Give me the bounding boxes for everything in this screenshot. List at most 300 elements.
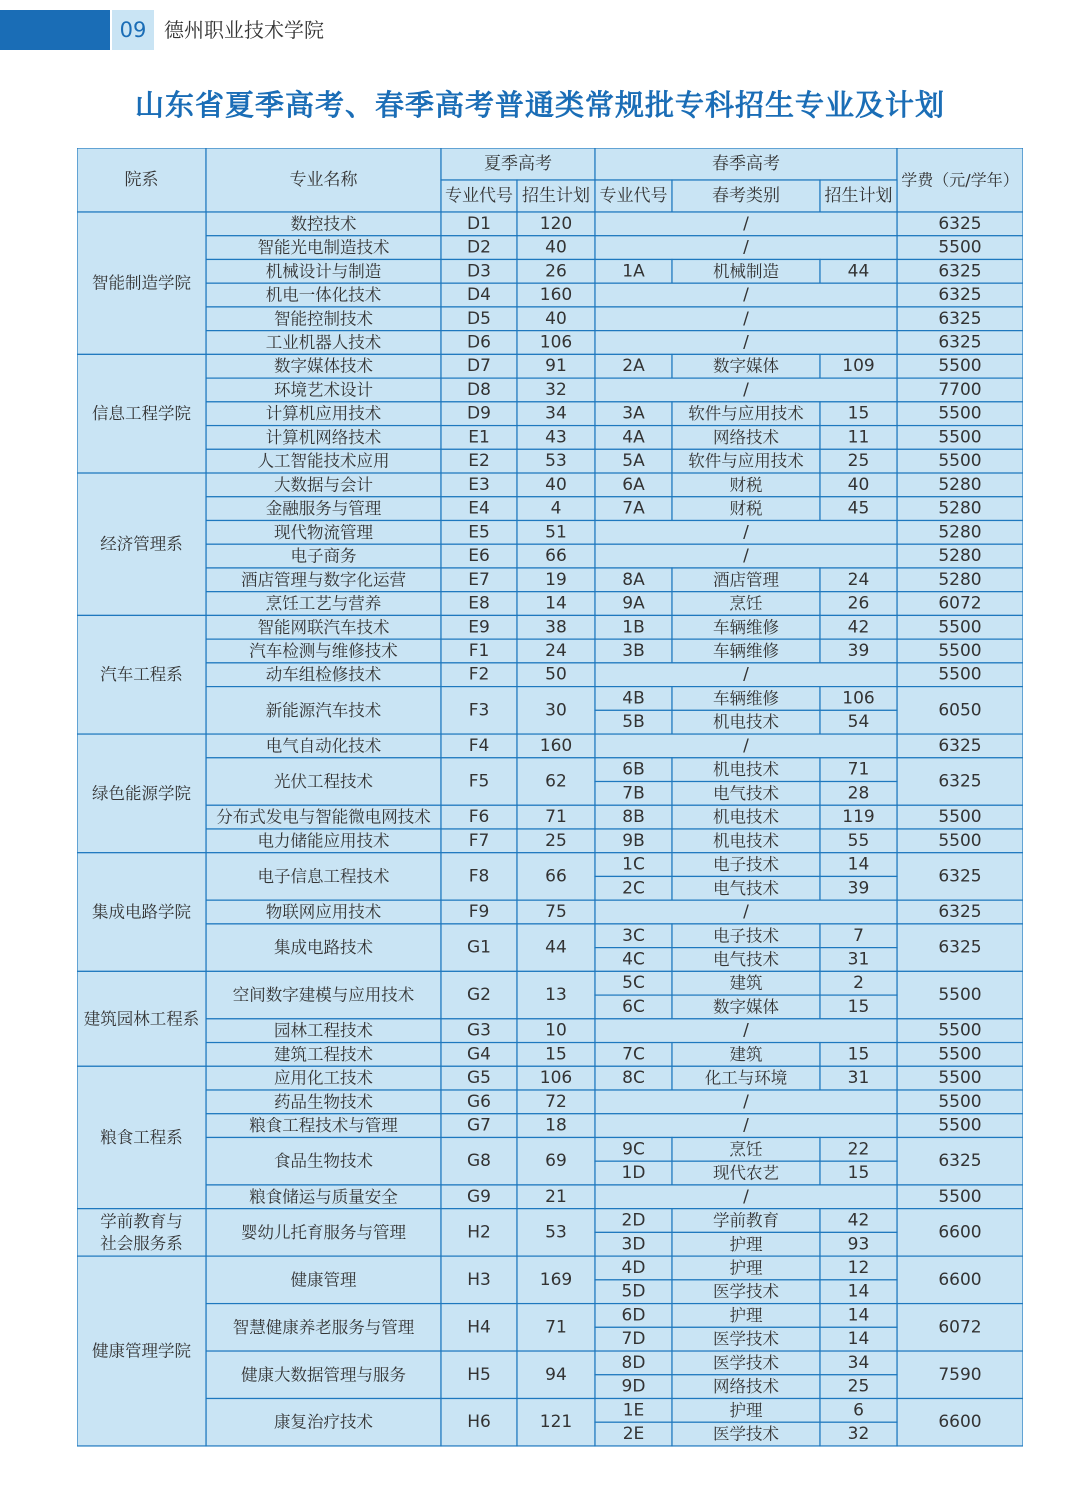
spring-none: / xyxy=(743,285,749,306)
major-name: 计算机网络技术 xyxy=(265,427,382,447)
spring-category: 化工与环境 xyxy=(704,1068,788,1088)
spring-plan: 14 xyxy=(847,1281,870,1302)
tuition-fee: 5500 xyxy=(938,451,982,472)
spring-category: 车辆维修 xyxy=(713,641,779,661)
major-name: 智能光电制造技术 xyxy=(257,238,390,258)
spring-category: 学前教育 xyxy=(713,1211,779,1231)
major-name: 环境艺术设计 xyxy=(274,380,373,400)
tuition-fee: 6600 xyxy=(938,1222,982,1243)
spring-code: 6D xyxy=(621,1305,646,1326)
major-name: 集成电路技术 xyxy=(274,938,373,958)
summer-code: F5 xyxy=(468,771,490,792)
spring-code: 4B xyxy=(622,688,645,709)
spring-code: 1A xyxy=(622,261,645,282)
tuition-fee: 5500 xyxy=(938,1091,982,1112)
spring-code: 2C xyxy=(622,878,645,899)
spring-none: / xyxy=(743,332,749,353)
tuition-fee: 7590 xyxy=(938,1364,982,1385)
summer-plan: 25 xyxy=(545,830,567,851)
summer-code: D7 xyxy=(467,356,491,377)
major-name: 园林工程技术 xyxy=(274,1021,373,1041)
summer-plan: 21 xyxy=(545,1186,567,1207)
major-name: 健康大数据管理与服务 xyxy=(241,1365,406,1385)
summer-plan: 71 xyxy=(545,807,567,828)
summer-code: E2 xyxy=(468,451,490,472)
major-name: 数控技术 xyxy=(290,214,357,234)
spring-none: / xyxy=(743,237,749,258)
summer-code: H3 xyxy=(467,1269,491,1290)
spring-category: 数字媒体 xyxy=(713,997,779,1017)
spring-plan: 24 xyxy=(847,569,870,590)
summer-plan: 66 xyxy=(545,546,567,567)
summer-code: E7 xyxy=(468,569,490,590)
major-name: 食品生物技术 xyxy=(274,1151,373,1171)
department-name: 粮食工程系 xyxy=(100,1127,183,1147)
department-name: 社会服务系 xyxy=(100,1233,183,1253)
major-name: 电力储能应用技术 xyxy=(257,831,390,851)
spring-code: 4C xyxy=(622,949,645,970)
spring-code: 8B xyxy=(622,807,645,828)
spring-plan: 54 xyxy=(847,712,870,733)
spring-plan: 31 xyxy=(847,1068,870,1089)
spring-category: 烹饪 xyxy=(729,594,763,614)
summer-code: E8 xyxy=(468,593,490,614)
department-name: 经济管理系 xyxy=(100,534,183,554)
major-name: 粮食储运与质量安全 xyxy=(249,1187,398,1207)
summer-code: F9 xyxy=(468,902,490,923)
department-name: 建筑园林工程系 xyxy=(83,1009,200,1029)
summer-code: G3 xyxy=(467,1020,491,1041)
summer-code: D6 xyxy=(467,332,491,353)
summer-code: H6 xyxy=(467,1412,491,1433)
spring-category: 烹饪 xyxy=(729,1139,763,1159)
major-name: 机械设计与制造 xyxy=(265,261,382,281)
spring-plan: 25 xyxy=(847,1376,870,1397)
summer-plan: 50 xyxy=(545,664,567,685)
spring-plan: 31 xyxy=(847,949,870,970)
spring-plan: 28 xyxy=(847,783,870,804)
tuition-fee: 5500 xyxy=(938,427,982,448)
summer-code: F4 xyxy=(468,735,490,756)
tuition-fee: 6325 xyxy=(938,213,982,234)
summer-code: G1 xyxy=(467,937,491,958)
major-name: 电子信息工程技术 xyxy=(257,866,390,886)
spring-category: 医学技术 xyxy=(713,1353,779,1373)
major-name: 电气自动化技术 xyxy=(265,736,382,756)
major-name: 光伏工程技术 xyxy=(274,772,373,792)
tuition-fee: 5280 xyxy=(938,569,982,590)
tuition-fee: 6325 xyxy=(938,332,982,353)
summer-code: E5 xyxy=(468,522,490,543)
spring-none: / xyxy=(743,213,749,234)
header-spring-plan: 招生计划 xyxy=(824,186,893,206)
summer-code: G9 xyxy=(467,1186,491,1207)
summer-code: E3 xyxy=(468,474,490,495)
header-department: 院系 xyxy=(124,170,159,190)
summer-code: D8 xyxy=(467,379,491,400)
department-name: 汽车工程系 xyxy=(100,665,183,685)
summer-code: F8 xyxy=(468,866,490,887)
tuition-fee: 7700 xyxy=(938,379,982,400)
summer-code: G6 xyxy=(467,1091,491,1112)
spring-category: 机电技术 xyxy=(713,760,779,780)
department-name: 绿色能源学院 xyxy=(92,783,191,803)
summer-code: D2 xyxy=(467,237,491,258)
spring-plan: 11 xyxy=(847,427,870,448)
spring-plan: 34 xyxy=(847,1352,870,1373)
department-name: 健康管理学院 xyxy=(92,1341,191,1361)
spring-plan: 39 xyxy=(847,641,870,662)
major-name: 健康管理 xyxy=(290,1270,357,1290)
enrollment-table xyxy=(77,148,1023,1449)
spring-plan: 40 xyxy=(847,474,870,495)
spring-code: 4A xyxy=(622,427,645,448)
spring-code: 1C xyxy=(622,854,645,875)
tuition-fee: 5500 xyxy=(938,1186,982,1207)
major-name: 现代物流管理 xyxy=(274,522,373,542)
spring-category: 机械制造 xyxy=(713,261,779,281)
spring-none: / xyxy=(743,735,749,756)
major-name: 智能控制技术 xyxy=(274,309,373,329)
header-tuition: 学费（元/学年） xyxy=(901,170,1019,190)
summer-plan: 40 xyxy=(545,308,567,329)
summer-code: F2 xyxy=(468,664,490,685)
header-summer-plan: 招生计划 xyxy=(522,186,590,206)
tuition-fee: 5500 xyxy=(938,807,982,828)
spring-code: 6B xyxy=(622,759,645,780)
summer-plan: 71 xyxy=(545,1317,567,1338)
summer-plan: 14 xyxy=(545,593,567,614)
summer-code: F3 xyxy=(468,700,490,721)
major-name: 数字媒体技术 xyxy=(274,356,373,376)
spring-plan: 15 xyxy=(847,1044,870,1065)
summer-code: F1 xyxy=(468,641,490,662)
spring-code: 4D xyxy=(621,1257,646,1278)
spring-plan: 39 xyxy=(847,878,870,899)
tuition-fee: 6325 xyxy=(938,866,982,887)
summer-code: H4 xyxy=(467,1317,491,1338)
major-name: 应用化工技术 xyxy=(274,1068,373,1088)
major-name: 空间数字建模与应用技术 xyxy=(232,985,415,1005)
spring-code: 5C xyxy=(622,973,645,994)
spring-code: 5B xyxy=(622,712,645,733)
header-spring-code: 专业代号 xyxy=(599,186,668,206)
spring-plan: 15 xyxy=(847,403,870,424)
spring-code: 3A xyxy=(622,403,645,424)
summer-code: D4 xyxy=(467,285,491,306)
spring-code: 3D xyxy=(621,1234,646,1255)
tuition-fee: 5500 xyxy=(938,237,982,258)
spring-category: 软件与应用技术 xyxy=(688,451,804,471)
tuition-fee: 5500 xyxy=(938,403,982,424)
summer-plan: 34 xyxy=(545,403,567,424)
summer-code: E9 xyxy=(468,617,490,638)
tuition-fee: 5500 xyxy=(938,1068,982,1089)
spring-none: / xyxy=(743,522,749,543)
tuition-fee: 5280 xyxy=(938,474,982,495)
spring-none: / xyxy=(743,1115,749,1136)
summer-plan: 51 xyxy=(545,522,567,543)
summer-code: G5 xyxy=(467,1068,491,1089)
spring-code: 7B xyxy=(622,783,645,804)
summer-code: G4 xyxy=(467,1044,491,1065)
summer-plan: 160 xyxy=(539,735,573,756)
spring-plan: 42 xyxy=(847,617,870,638)
spring-category: 酒店管理 xyxy=(713,570,779,590)
tuition-fee: 6325 xyxy=(938,937,982,958)
spring-category: 护理 xyxy=(729,1234,763,1254)
header-summer: 夏季高考 xyxy=(484,154,552,174)
tuition-fee: 5500 xyxy=(938,1044,982,1065)
spring-category: 医学技术 xyxy=(713,1282,779,1302)
major-name: 计算机应用技术 xyxy=(265,404,382,424)
spring-category: 现代农艺 xyxy=(713,1163,779,1183)
header-summer-code: 专业代号 xyxy=(445,186,513,206)
summer-code: H2 xyxy=(467,1222,491,1243)
spring-plan: 93 xyxy=(847,1234,870,1255)
major-name: 智慧健康养老服务与管理 xyxy=(232,1317,415,1337)
tuition-fee: 6325 xyxy=(938,735,982,756)
summer-plan: 91 xyxy=(545,356,567,377)
tuition-fee: 6325 xyxy=(938,285,982,306)
spring-code: 1B xyxy=(622,617,645,638)
spring-category: 电子技术 xyxy=(713,926,779,946)
summer-plan: 106 xyxy=(539,1068,573,1089)
spring-plan: 14 xyxy=(847,854,870,875)
spring-plan: 2 xyxy=(853,973,864,994)
summer-plan: 121 xyxy=(539,1412,573,1433)
major-name: 人工智能技术应用 xyxy=(257,451,390,471)
enrollment-table-grid xyxy=(77,148,1023,1449)
summer-code: G7 xyxy=(467,1115,491,1136)
summer-plan: 53 xyxy=(545,451,567,472)
summer-plan: 18 xyxy=(545,1115,567,1136)
header-spring: 春季高考 xyxy=(712,154,780,174)
summer-plan: 40 xyxy=(545,474,567,495)
summer-code: G8 xyxy=(467,1151,491,1172)
spring-category: 机电技术 xyxy=(713,807,779,827)
summer-code: F7 xyxy=(468,830,490,851)
spring-none: / xyxy=(743,379,749,400)
major-name: 康复治疗技术 xyxy=(274,1412,373,1432)
spring-plan: 22 xyxy=(847,1139,870,1160)
summer-plan: 4 xyxy=(550,498,562,519)
summer-plan: 38 xyxy=(545,617,567,638)
summer-code: E1 xyxy=(468,427,490,448)
school-name: 德州职业技术学院 xyxy=(164,18,324,42)
summer-plan: 15 xyxy=(545,1044,567,1065)
spring-plan: 15 xyxy=(847,1163,870,1184)
major-name: 酒店管理与数字化运营 xyxy=(241,570,406,590)
summer-code: D3 xyxy=(467,261,491,282)
summer-plan: 43 xyxy=(545,427,567,448)
major-name: 建筑工程技术 xyxy=(274,1044,373,1064)
spring-plan: 44 xyxy=(847,261,870,282)
tuition-fee: 5500 xyxy=(938,617,982,638)
summer-plan: 24 xyxy=(545,641,567,662)
tuition-fee: 6600 xyxy=(938,1269,982,1290)
spring-category: 医学技术 xyxy=(713,1329,779,1349)
spring-category: 电气技术 xyxy=(713,878,779,898)
major-name: 动车组检修技术 xyxy=(265,665,382,685)
summer-code: E4 xyxy=(468,498,490,519)
summer-code: F6 xyxy=(468,807,490,828)
spring-category: 财税 xyxy=(729,475,763,495)
spring-plan: 45 xyxy=(847,498,870,519)
spring-plan: 55 xyxy=(847,830,870,851)
summer-plan: 72 xyxy=(545,1091,567,1112)
spring-none: / xyxy=(743,1186,749,1207)
summer-code: D5 xyxy=(467,308,491,329)
major-name: 智能网联汽车技术 xyxy=(257,617,390,637)
major-name: 新能源汽车技术 xyxy=(265,700,382,720)
spring-plan: 109 xyxy=(842,356,875,377)
spring-plan: 32 xyxy=(847,1424,870,1445)
spring-plan: 12 xyxy=(847,1257,870,1278)
major-name: 烹饪工艺与营养 xyxy=(265,594,382,614)
spring-category: 软件与应用技术 xyxy=(688,404,804,424)
tuition-fee: 5500 xyxy=(938,1115,982,1136)
summer-plan: 44 xyxy=(545,937,567,958)
spring-category: 电气技术 xyxy=(713,949,779,969)
spring-code: 8C xyxy=(622,1068,645,1089)
tuition-fee: 5500 xyxy=(938,356,982,377)
summer-plan: 53 xyxy=(545,1222,567,1243)
summer-code: H5 xyxy=(467,1364,491,1385)
spring-plan: 14 xyxy=(847,1329,870,1350)
spring-code: 3B xyxy=(622,641,645,662)
spring-category: 数字媒体 xyxy=(713,356,779,376)
summer-plan: 169 xyxy=(539,1269,573,1290)
summer-plan: 160 xyxy=(539,285,573,306)
summer-plan: 10 xyxy=(545,1020,567,1041)
header-bar xyxy=(0,10,1080,50)
spring-category: 建筑 xyxy=(729,1044,763,1064)
summer-plan: 26 xyxy=(545,261,567,282)
spring-category: 机电技术 xyxy=(713,831,779,851)
header-spring-category: 春考类别 xyxy=(712,186,780,206)
tuition-fee: 5500 xyxy=(938,1020,982,1041)
spring-code: 6C xyxy=(622,996,645,1017)
major-name: 分布式发电与智能微电网技术 xyxy=(216,807,431,827)
major-name: 电子商务 xyxy=(290,546,357,566)
spring-none: / xyxy=(743,664,749,685)
spring-code: 9B xyxy=(622,830,645,851)
spring-code: 7A xyxy=(622,498,645,519)
summer-plan: 106 xyxy=(539,332,573,353)
major-name: 机电一体化技术 xyxy=(265,285,382,305)
spring-plan: 15 xyxy=(847,996,870,1017)
spring-category: 建筑 xyxy=(729,973,763,993)
spring-category: 护理 xyxy=(729,1400,763,1420)
spring-code: 1D xyxy=(621,1163,646,1184)
tuition-fee: 6325 xyxy=(938,1151,982,1172)
tuition-fee: 6072 xyxy=(938,1317,982,1338)
tuition-fee: 5280 xyxy=(938,546,982,567)
tuition-fee: 6325 xyxy=(938,771,982,792)
summer-plan: 94 xyxy=(545,1364,567,1385)
summer-plan: 120 xyxy=(539,213,573,234)
major-name: 婴幼儿托育服务与管理 xyxy=(241,1222,406,1242)
tuition-fee: 6600 xyxy=(938,1412,982,1433)
spring-code: 7C xyxy=(622,1044,645,1065)
spring-code: 9D xyxy=(621,1376,646,1397)
spring-none: / xyxy=(743,546,749,567)
spring-plan: 7 xyxy=(853,925,864,946)
spring-code: 7D xyxy=(621,1329,646,1350)
department-name: 学前教育与 xyxy=(100,1211,183,1231)
major-name: 金融服务与管理 xyxy=(265,499,382,519)
spring-category: 车辆维修 xyxy=(713,617,779,637)
spring-code: 9C xyxy=(622,1139,645,1160)
spring-code: 3C xyxy=(622,925,645,946)
spring-code: 5A xyxy=(622,451,645,472)
spring-category: 医学技术 xyxy=(713,1424,779,1444)
summer-plan: 30 xyxy=(545,700,567,721)
spring-code: 8D xyxy=(621,1352,646,1373)
spring-code: 6A xyxy=(622,474,645,495)
spring-category: 电气技术 xyxy=(713,783,779,803)
tuition-fee: 6072 xyxy=(938,593,982,614)
spring-plan: 71 xyxy=(847,759,870,780)
page-number: 09 xyxy=(112,10,154,50)
summer-plan: 19 xyxy=(545,569,567,590)
summer-plan: 13 xyxy=(545,985,567,1006)
spring-category: 财税 xyxy=(729,499,763,519)
major-name: 工业机器人技术 xyxy=(265,333,382,353)
tuition-fee: 5500 xyxy=(938,830,982,851)
summer-plan: 62 xyxy=(545,771,567,792)
summer-plan: 75 xyxy=(545,902,567,923)
spring-none: / xyxy=(743,1091,749,1112)
page-title: 山东省夏季高考、春季高考普通类常规批专科招生专业及计划 xyxy=(134,88,945,122)
spring-category: 护理 xyxy=(729,1305,763,1325)
summer-code: E6 xyxy=(468,546,490,567)
summer-plan: 69 xyxy=(545,1151,567,1172)
major-name: 粮食工程技术与管理 xyxy=(249,1116,398,1136)
spring-none: / xyxy=(743,308,749,329)
summer-plan: 40 xyxy=(545,237,567,258)
tuition-fee: 6325 xyxy=(938,308,982,329)
spring-code: 2A xyxy=(622,356,645,377)
department-name: 智能制造学院 xyxy=(92,273,191,293)
major-name: 物联网应用技术 xyxy=(265,902,382,922)
spring-plan: 42 xyxy=(847,1210,870,1231)
summer-code: D9 xyxy=(467,403,491,424)
spring-category: 电子技术 xyxy=(713,855,779,875)
major-name: 药品生物技术 xyxy=(274,1092,373,1112)
major-name: 大数据与会计 xyxy=(274,475,373,495)
tuition-fee: 6325 xyxy=(938,261,982,282)
summer-plan: 32 xyxy=(545,379,567,400)
summer-plan: 66 xyxy=(545,866,567,887)
tuition-fee: 5500 xyxy=(938,641,982,662)
spring-plan: 14 xyxy=(847,1305,870,1326)
department-name: 信息工程学院 xyxy=(92,404,191,424)
spring-code: 2D xyxy=(621,1210,646,1231)
spring-category: 机电技术 xyxy=(713,712,779,732)
spring-plan: 119 xyxy=(842,807,875,828)
spring-plan: 6 xyxy=(853,1400,864,1421)
tuition-fee: 6050 xyxy=(938,700,982,721)
spring-none: / xyxy=(743,902,749,923)
spring-code: 2E xyxy=(622,1424,645,1445)
spring-category: 网络技术 xyxy=(713,1377,779,1397)
spring-code: 5D xyxy=(621,1281,646,1302)
spring-category: 网络技术 xyxy=(713,427,779,447)
spring-plan: 26 xyxy=(847,593,870,614)
summer-code: D1 xyxy=(467,213,491,234)
